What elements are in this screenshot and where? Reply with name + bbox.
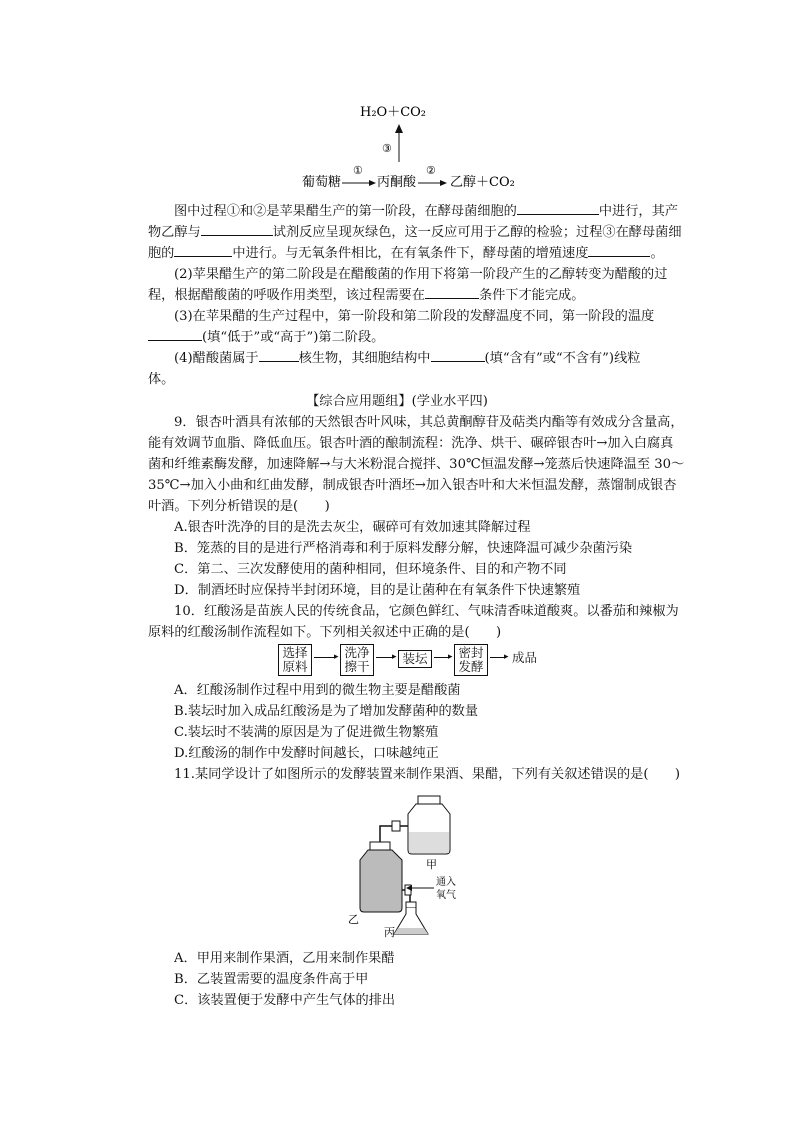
q11-option-a: A．甲用来制作果酒，乙用来制作果醋 — [174, 951, 395, 966]
fermentation-apparatus-figure — [350, 790, 480, 940]
blank-7 — [259, 348, 299, 362]
blank-2 — [201, 222, 273, 236]
flow-step-2: 洗净擦干 — [340, 644, 374, 676]
q9-line-3: 菌和纤维素酶发酵，加速降解→与大米粉混合搅拌、30℃恒温发酵→笼蒸后快速降温至 30～ — [148, 457, 685, 472]
label-bing: 丙 — [384, 926, 395, 939]
q10-line-1: 10．红酸汤是苗族人民的传统食品，它颜色鲜红、气味清香味道酸爽。以番茄和辣椒为 — [174, 604, 679, 619]
q9-option-c: C．第二、三次发酵使用的菌种相同，但环境条件、目的和产物不同 — [174, 562, 567, 577]
q8-line-3: 胞的 中进行。与无氧条件相比，在有氧条件下，酵母菌的增殖速度 。 — [148, 243, 660, 264]
q8-line-1: 图中过程①和②是苹果醋生产的第一阶段，在酵母菌细胞的 中进行，其产 — [174, 201, 686, 222]
pyruvate-label: 丙酮酸 — [377, 175, 417, 190]
q10-option-d: D.红酸汤的制作中发酵时间越长，口味越纯正 — [174, 746, 439, 761]
process-flow-chart: 选择原料 ▸ 洗净擦干 ▸ 装坛 ▸ 密封发酵 ▸ 成品 — [278, 644, 548, 674]
q9-option-d: D．制酒坯时应保持半封闭环境，目的是让菌种在有氧条件下快速繁殖 — [174, 583, 581, 598]
q8-line-9: 体。 — [148, 372, 175, 387]
q9-line-5: 叶酒。下列分析错误的是( ) — [148, 499, 330, 514]
q8-line-2: 物乙醇与 试剂反应呈现灰绿色，这一反应可用于乙醇的检验；过程③在酵母菌细 — [148, 222, 660, 243]
q11-line-1: 11.某同学设计了如图所示的发酵装置来制作果酒、果醋，下列有关叙述错误的是( ) — [174, 767, 681, 782]
product-label: 乙醇＋CO₂ — [450, 175, 515, 190]
q10-option-b: B.装坛时加入成品红酸汤是为了增加发酵菌种的数量 — [174, 704, 479, 719]
q9-line-4: 35℃→加入小曲和红曲发酵，制成银杏叶酒坯→加入银杏叶和大米恒温发酵，蒸馏制成银杏 — [148, 478, 677, 493]
blank-4 — [588, 243, 650, 257]
glucose-label: 葡萄糖 — [302, 175, 342, 190]
q9-line-2: 能有效调节血脂、降低血压。银杏叶酒的酿制流程：洗净、烘干、碾碎银杏叶→加入白腐真 — [148, 436, 674, 451]
blank-8 — [431, 348, 485, 362]
q9-option-b: B．笼蒸的目的是进行严格消毒和利于原料发酵分解，快速降温可减少杂菌污染 — [174, 541, 633, 556]
step3-label: ③ — [382, 142, 392, 155]
label-in1: 通入 — [436, 877, 456, 888]
q8-line-8: (4)醋酸菌属于 核生物，其细胞结构中 (填“含有”或“不含有”)线粒 — [174, 348, 686, 369]
blank-3 — [174, 243, 232, 257]
q9-line-1: 9．银杏叶酒具有浓郁的天然银杏叶风味，其总黄酮醇苷及萜类内酯等有效成分含量高， — [174, 415, 684, 430]
flow-step-3: 装坛 — [398, 650, 432, 668]
flow-step-5: 成品 — [512, 650, 538, 665]
metabolic-pathway-diagram — [290, 98, 540, 198]
q8-line-4: (2)苹果醋生产的第二阶段是在醋酸菌的作用下将第一阶段产生的乙醇转变为醋酸的过 — [174, 267, 668, 282]
step1-label: ① — [353, 164, 363, 177]
blank-1 — [517, 201, 599, 215]
label-in2: 氧气 — [436, 890, 456, 901]
q11-option-c: C．该装置便于发酵中产生气体的排出 — [174, 993, 396, 1008]
label-jia: 甲 — [426, 858, 437, 871]
q8-line-5: 程，根据醋酸菌的呼吸作用类型，该过程需要在 条件下才能完成。 — [148, 285, 660, 306]
q8-line-6: (3)在苹果醋的生产过程中，第一阶段和第二阶段的发酵温度不同，第一阶段的温度 — [174, 309, 655, 324]
q8-line-7: (填“低于”或“高于”)第二阶段。 — [148, 327, 660, 348]
q10-line-2: 原料的红酸汤制作流程如下。下列相关叙述中正确的是( ) — [148, 625, 502, 640]
flow-step-1: 选择原料 — [278, 644, 312, 676]
section-title: 【综合应用题组】(学业水平四) — [306, 394, 488, 409]
flow-step-4: 密封发酵 — [454, 644, 488, 676]
top-product-label: H₂O＋CO₂ — [360, 105, 427, 120]
blank-6 — [148, 327, 202, 341]
q10-option-a: A．红酸汤制作过程中用到的微生物主要是醋酸菌 — [174, 683, 461, 698]
q11-option-b: B．乙装置需要的温度条件高于甲 — [174, 972, 369, 987]
q9-option-a: A.银杏叶洗净的目的是洗去灰尘，碾碎可有效加速其降解过程 — [174, 520, 531, 535]
q10-option-c: C.装坛时不装满的原因是为了促进微生物繁殖 — [174, 725, 439, 740]
label-yi: 乙 — [348, 913, 359, 926]
flow-arrow-1 — [314, 657, 336, 658]
step2-label: ② — [426, 164, 436, 177]
blank-5 — [425, 285, 479, 299]
